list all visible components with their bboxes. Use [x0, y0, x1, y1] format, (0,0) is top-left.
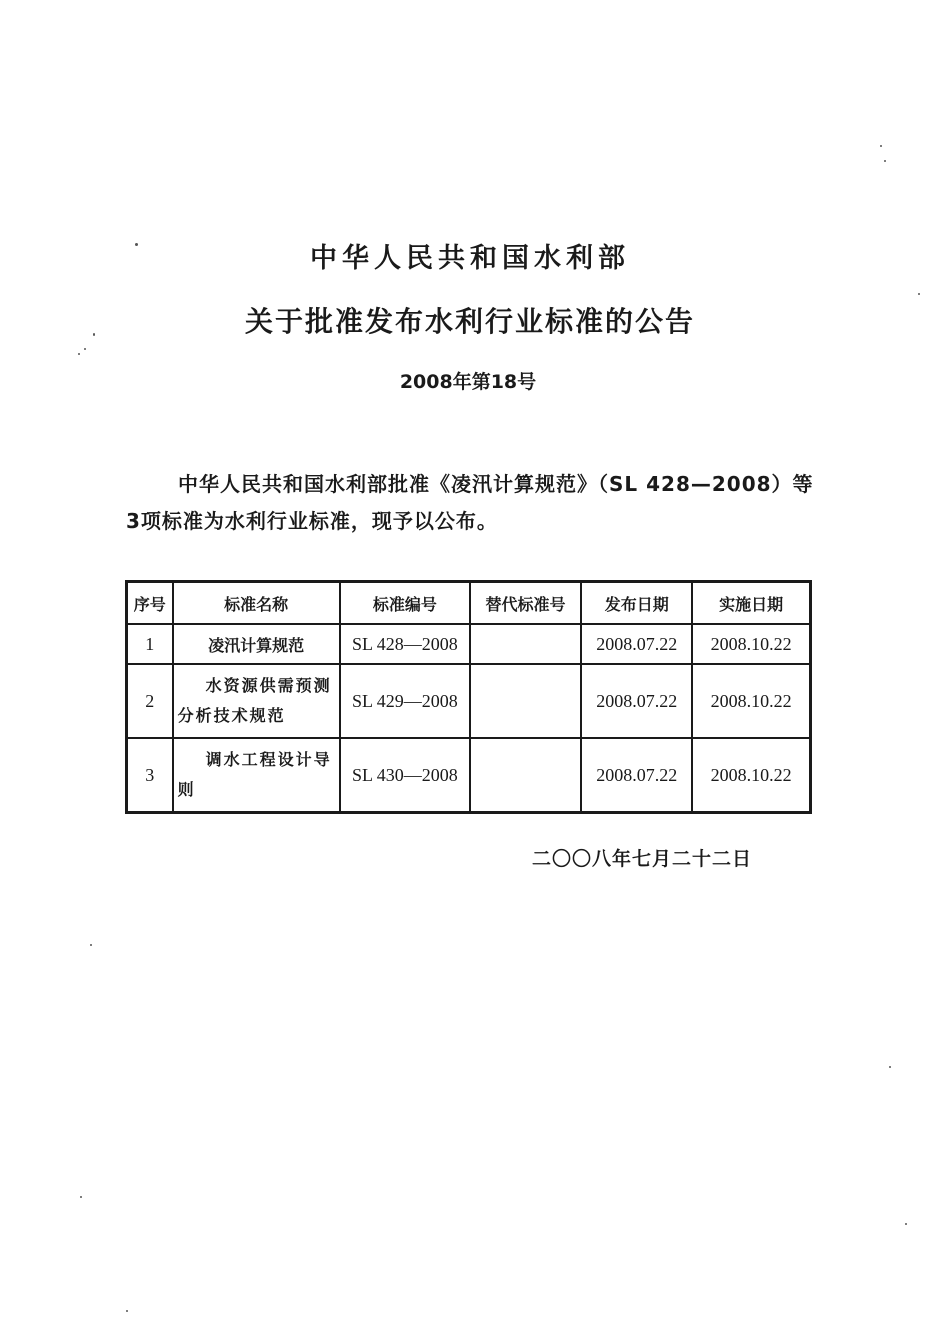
- document-number: 2008年第18号: [399, 371, 537, 393]
- scan-speck: [880, 145, 882, 147]
- scan-speck: [90, 944, 92, 946]
- issuer-title: 中华人民共和国水利部: [310, 243, 630, 274]
- scan-speck: [918, 293, 920, 295]
- cell-effective: 2008.10.22: [692, 738, 810, 813]
- header-code: 标准编号: [340, 582, 470, 625]
- cell-replaces: [470, 664, 581, 738]
- cell-seq: 2: [127, 664, 173, 738]
- cell-name: 调水工程设计导则: [173, 738, 340, 813]
- header-name: 标准名称: [173, 582, 340, 625]
- scan-speck: [78, 353, 80, 355]
- cell-name: 凌汛计算规范: [173, 624, 340, 664]
- scan-speck: [84, 348, 86, 350]
- table-row: [127, 738, 811, 813]
- cell-seq: 1: [127, 624, 173, 664]
- cell-code: SL 430—2008: [340, 738, 470, 813]
- cell-published: 2008.07.22: [581, 624, 692, 664]
- standards-table: [125, 580, 812, 814]
- scan-speck: [905, 1223, 907, 1225]
- scan-speck: [889, 1066, 891, 1068]
- cell-replaces: [470, 738, 581, 813]
- scan-speck: [135, 243, 138, 246]
- cell-code: SL 429—2008: [340, 664, 470, 738]
- table-row: [127, 664, 811, 738]
- announcement-title: 关于批准发布水利行业标准的公告: [244, 305, 695, 338]
- cell-published: 2008.07.22: [581, 664, 692, 738]
- cell-seq: 3: [127, 738, 173, 813]
- cell-effective: 2008.10.22: [692, 624, 810, 664]
- cell-replaces: [470, 624, 581, 664]
- table-header-row: [127, 582, 811, 625]
- scan-speck: [126, 1310, 128, 1312]
- header-replaces: 替代标准号: [470, 582, 581, 625]
- cell-effective: 2008.10.22: [692, 664, 810, 738]
- table-row: [127, 624, 811, 664]
- cell-published: 2008.07.22: [581, 738, 692, 813]
- header-seq: 序号: [127, 582, 173, 625]
- cell-code: SL 428—2008: [340, 624, 470, 664]
- scan-speck: [884, 160, 886, 162]
- header-effective: 实施日期: [692, 582, 810, 625]
- header-published: 发布日期: [581, 582, 692, 625]
- announcement-paragraph: 中华人民共和国水利部批准《凌汛计算规范》（SL 428—2008）等3项标准为水利行业标准，现予以公布。: [126, 472, 814, 533]
- scan-speck: [80, 1196, 82, 1198]
- scan-speck: [93, 333, 95, 336]
- issue-date: 二〇〇八年七月二十二日: [532, 848, 753, 870]
- cell-name: 水资源供需预测分析技术规范: [173, 664, 340, 738]
